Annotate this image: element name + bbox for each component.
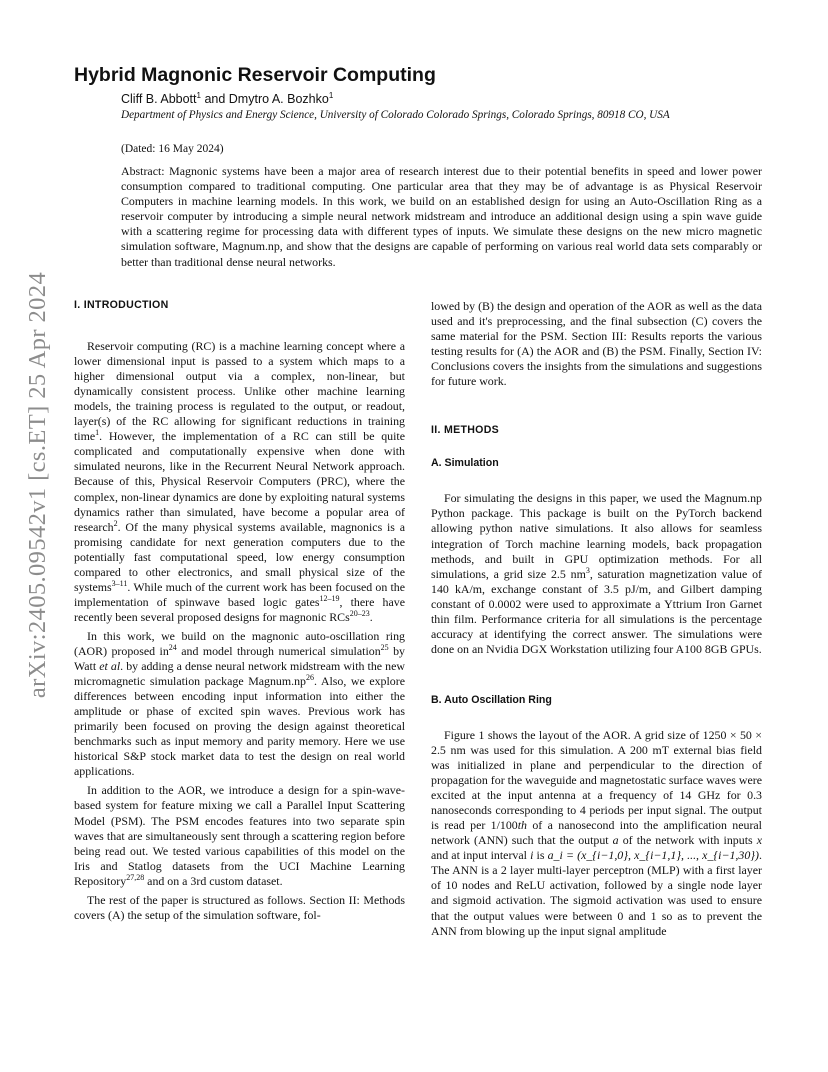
text-run: of the network with inputs bbox=[618, 833, 757, 848]
subsection-heading-simulation: A. Simulation bbox=[431, 457, 499, 470]
date-line: (Dated: 16 May 2024) bbox=[121, 143, 224, 155]
text-run: and at input interval bbox=[431, 848, 531, 863]
math-variable: x bbox=[756, 833, 762, 848]
citation: 12–19 bbox=[319, 593, 340, 603]
text-run: For simulating the designs in this paper, we used the Magnum.np Python package. This package is built on the PyTorch backend allowing python native simulations. It also allows for seamless integration of Torch machine learning models, back propagation methods, and built in GPU optimization methods. For all simulations, a grid size 2.5 nm bbox=[431, 491, 762, 581]
paragraph: The rest of the paper is structured as follows. Section II: Methods covers (A) the setup of the simulation software, fol- bbox=[74, 892, 405, 922]
paper-title: Hybrid Magnonic Reservoir Computing bbox=[74, 64, 436, 86]
right-column bbox=[431, 299, 762, 939]
citation: 27,28 bbox=[126, 872, 145, 882]
abstract: Abstract: Magnonic systems have been a major area of research interest due to their potential benefits in speed and lower power consumption compared to traditional computing. One particular area that they may be of advantage is as Physical Reservoir Computers in machine learning models. In this work, we build on an established design for using an Auto-Oscillation Ring as a reservoir computer by introducing a simple neural network midstream and introduce an additional design using a spin wave guide with a scattering regime for processing data with different types of inputs. We simulate these designs on the new micro magnetic simulation software, Magnum.np, and show that the designs are capable of performing on various real world data sets comparably or better than traditional dense neural networks. bbox=[121, 164, 762, 269]
citation: 2 bbox=[113, 518, 118, 528]
text-run: by Watt bbox=[74, 643, 405, 674]
text-run: . bbox=[369, 609, 373, 624]
citation: 20–23 bbox=[349, 608, 370, 618]
author-separator: and bbox=[200, 92, 229, 106]
author-name: Dmytro A. Bozhko bbox=[228, 92, 329, 106]
text-run: and on a 3rd custom dataset. bbox=[144, 873, 283, 888]
arxiv-stamp bbox=[22, 271, 54, 699]
text-run: Reservoir computing (RC) is a machine learning concept where a lower dimensional input is passed to a system which maps to a higher dimensional output via a complex, non-linear, but dynamically consistent process. Unlike other machine learning models, the training process is regulated to the output, or readout, layer(s) of the RC allowing for significant reductions in training time bbox=[74, 339, 405, 444]
text-run: et al bbox=[99, 659, 121, 674]
text-run: . However, the implementation of a RC can still be quite complicated and computationally expensive when done with simulated neurons, like in the Recurrent Neural Network approach. Because of this, Physical Reservoir Computers (PRC), where the complex, non-linear dynamics are done by exploiting natural systems dynamics rather than simulated, have become a popular area of research bbox=[74, 429, 405, 534]
author-list bbox=[121, 92, 333, 106]
affiliation: Department of Physics and Energy Science, University of Colorado Colorado Springs, Colorado Springs, 80918 CO, USA bbox=[121, 109, 670, 121]
text-run: Figure 1 shows the layout of the AOR. A grid size of 1250 × 50 × 2.5 nm was used for this simulation. A 200 mT external bias field was initialized in plane and perpendicular to the direction of propagation for the waveguide and magnetostatic surface waves were excited at the input antenna at a frequency of 14 GHz for 0.3 nanoseconds corresponding to 4 periods per input signal. The output is read per 1/100 bbox=[431, 727, 762, 833]
paragraph bbox=[74, 629, 405, 779]
paragraph bbox=[74, 339, 405, 625]
text-run: th bbox=[517, 818, 527, 833]
paragraph: lowed by (B) the design and operation of the AOR as well as the data used and it's preprocessing, and the final subsection (C) covers the same material for the PSM. Section III: Results reports the various testing results for (A) the AOR and (B) the PSM. Finally, Section IV: Conclusions covers the insights from the simulations and suggestions for future work. bbox=[431, 299, 762, 389]
text-run: . The ANN is a 2 layer multi-layer perceptron (MLP) with a first layer of 10 nodes and ReLU activation, followed by a single node layer and sigmoid activation. The sigmoid activation was used to ensure that the output values were between 0 and 1 so as to prevent the ANN from blowing up the input signal amplitude bbox=[431, 848, 762, 938]
text-run: , saturation magnetization value of 140 kA/m, exchange constant of 3.5 pJ/m, and Gilbert damping constant of 0.0002 were used to approximate a Yttrium Iron Garnet thin film. Performance criteria for all simulations is the percentage accuracy at identifying the correct answer. The simulations were done on an Nvidia DGX Workstation utilizing four A100 8GB GPUs. bbox=[431, 566, 762, 656]
left-column bbox=[74, 298, 405, 923]
paragraph bbox=[74, 783, 405, 888]
math-variable: i bbox=[530, 848, 534, 863]
subsection-heading-aor: B. Auto Oscillation Ring bbox=[431, 693, 552, 706]
text-run: . Of the many physical systems available, magnonics is a promising candidate for next generation computers due to the potentially fast computational speed, low energy consumption compared to other electronics, and small physical size of the systems bbox=[74, 519, 405, 594]
citation: 24 bbox=[168, 643, 177, 653]
text-run: and model through numerical simulation bbox=[176, 643, 381, 658]
paragraph bbox=[431, 491, 762, 657]
text-run: . by adding a dense neural network midstream with the new micromagnetic simulation package Magnum.np bbox=[74, 659, 405, 689]
citation: 1 bbox=[95, 428, 100, 438]
text-run: of a nanosecond into the amplification neural network (ANN) such that the output bbox=[431, 818, 762, 848]
paragraph bbox=[431, 728, 762, 939]
text-run: , there have recently been several proposed designs for magnonic RCs bbox=[74, 594, 405, 624]
superscript: 3 bbox=[585, 565, 590, 575]
text-run: In this work, we build on the magnonic auto-oscillation ring (AOR) proposed in bbox=[74, 628, 405, 658]
affiliation-marker: 1 bbox=[328, 90, 334, 100]
text-run: . Also, we explore differences between encoding input information into either the amplitude or phase of excited spin waves. Previous work has primarily been focused on proving the design against theoretical benchmarks such as input memory and parity memory. Here we use historical S&P stock market data to test the design on real world applications. bbox=[74, 674, 405, 779]
citation: 3–11 bbox=[111, 578, 128, 588]
equation: a_i = (x_{i−1,0}, x_{i−1,1}, ..., x_{i−1,30}) bbox=[547, 848, 760, 863]
arxiv-stamp-text: arXiv:2405.09542v1 [cs.ET] 25 Apr 2024 bbox=[24, 271, 51, 699]
math-variable: a bbox=[612, 833, 619, 848]
citation: 26 bbox=[306, 673, 314, 683]
text-run: is bbox=[533, 848, 548, 863]
text-run: In addition to the AOR, we introduce a design for a spin-wave-based system for feature mixing we call a Parallel Input Scattering Model (PSM). The PSM encodes features into two separate spin waves that are simultaneously sent through a scattering region before being read out. We tested various capabilities of this model on the Iris and Statlog datasets from the UCI Machine Learning Repository bbox=[74, 783, 405, 888]
section-heading-methods: II. METHODS bbox=[431, 424, 500, 437]
author-name: Cliff B. Abbott bbox=[121, 92, 197, 106]
citation: 25 bbox=[380, 643, 389, 653]
section-heading-introduction: I. INTRODUCTION bbox=[74, 299, 169, 311]
affiliation-marker: 1 bbox=[196, 90, 201, 100]
text-run: . While much of the current work has been focused on the implementation of spinwave based logic gates bbox=[74, 579, 405, 609]
